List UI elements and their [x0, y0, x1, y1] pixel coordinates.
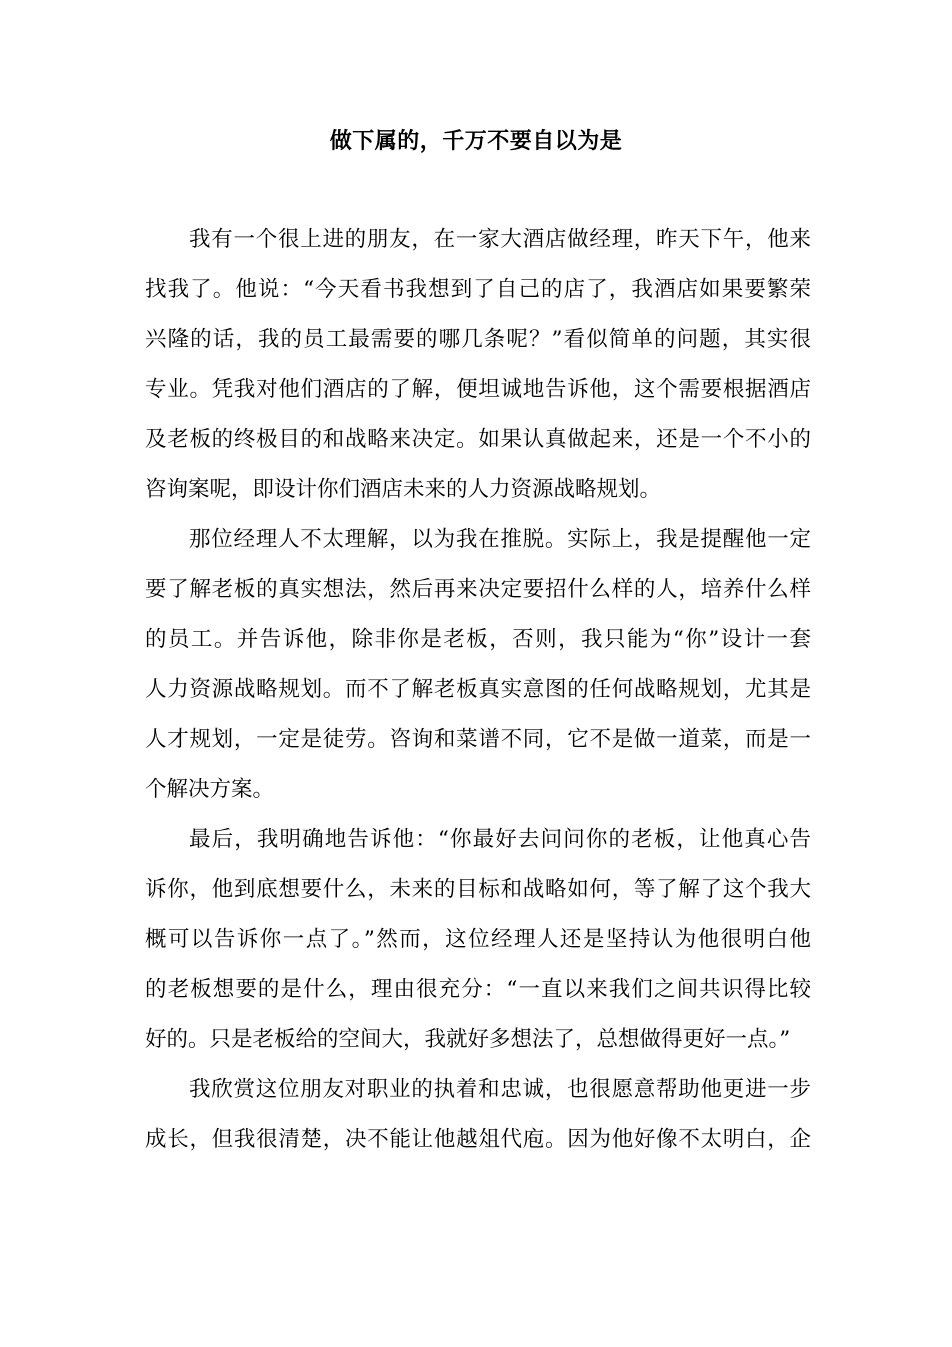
paragraph-1-line-3: 兴隆的话，我的员工最需要的哪几条呢？”看似简单的问题，其实很 [145, 327, 811, 352]
paragraph-3-line-5: 好的。只是老板给的空间大，我就好多想法了，总想做得更好一点。” [145, 1027, 791, 1052]
paragraph-3-line-2: 诉你，他到底想要什么，未来的目标和战略如何，等了解了这个我大 [145, 877, 811, 902]
paragraph-2-line-4: 人力资源战略规划。而不了解老板真实意图的任何战略规划，尤其是 [145, 677, 811, 702]
paragraph-4-line-2: 成长，但我很清楚，决不能让他越俎代庖。因为他好像不太明白，企 [145, 1127, 811, 1152]
paragraph-3-line-1: 最后，我明确地告诉他：“你最好去问问你的老板，让他真心告 [189, 827, 811, 852]
paragraph-3-line-3: 概可以告诉你一点了。”然而，这位经理人还是坚持认为他很明白他 [145, 927, 811, 952]
paragraph-1-line-2: 找我了。他说：“今天看书我想到了自己的店了，我酒店如果要繁荣 [145, 277, 811, 302]
paragraph-2-line-3: 的员工。并告诉他，除非你是老板，否则，我只能为“你”设计一套 [145, 627, 811, 652]
paragraph-3-line-4: 的老板想要的是什么，理由很充分：“一直以来我们之间共识得比较 [145, 977, 811, 1002]
document-body [145, 222, 811, 1172]
paragraph-1-line-6: 咨询案呢，即设计你们酒店未来的人力资源战略规划。 [145, 477, 662, 502]
paragraph-1-line-1: 我有一个很上进的朋友，在一家大酒店做经理，昨天下午，他来 [189, 227, 811, 252]
paragraph-2-line-6: 个解决方案。 [145, 777, 275, 802]
paragraph-4-line-1: 我欣赏这位朋友对职业的执着和忠诚，也很愿意帮助他更进一步 [189, 1077, 811, 1102]
document-title: 做下属的，千万不要自以为是 [329, 129, 623, 154]
paragraph-2-line-5: 人才规划，一定是徒劳。咨询和菜谱不同，它不是做一道菜，而是一 [145, 727, 811, 752]
paragraph-1-line-4: 专业。凭我对他们酒店的了解，便坦诚地告诉他，这个需要根据酒店 [145, 377, 811, 402]
paragraph-2-line-2: 要了解老板的真实想法，然后再来决定要招什么样的人，培养什么样 [145, 577, 811, 602]
paragraph-1-line-5: 及老板的终极目的和战略来决定。如果认真做起来，还是一个不小的 [145, 427, 811, 452]
paragraph-2-line-1: 那位经理人不太理解，以为我在推脱。实际上，我是提醒他一定 [189, 527, 811, 552]
